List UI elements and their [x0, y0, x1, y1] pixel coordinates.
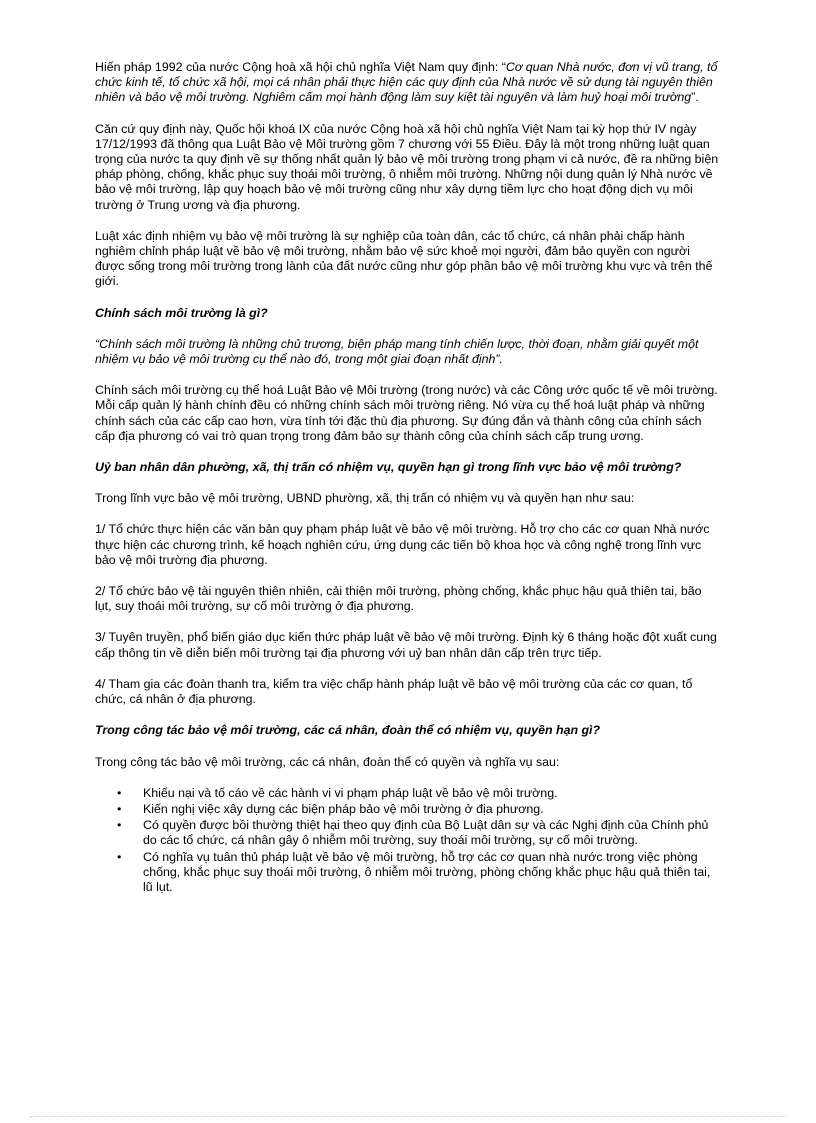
paragraph-duty-2: 2/ Tổ chức bảo vệ tài nguyên thiên nhiên, cải thiện môi trường, phòng chống, khắc phục hậu quả thiên tai, bão lụt, suy thoái môi trường, sự cố môi trường ở địa phương. [95, 584, 702, 614]
list-item: • Có quyền được bồi thường thiệt hại theo quy định của Bộ Luật dân sự và các Nghị định của Chính phủ do các tổ chức, cá nhân gây ô nhiễm môi trường, suy thoái môi trường, sự cố môi trường. [143, 818, 720, 848]
paragraph-duty-3: 3/ Tuyên truyền, phổ biến giáo dục kiến thức pháp luật về bảo vệ môi trường. Định kỳ 6 tháng hoặc đột xuất cung cấp thông tin về diễn biến môi trường tại địa phương với uỷ ban nhân dân cấp trên trực tiếp. [95, 630, 717, 660]
paragraph-law-adoption: Căn cứ quy định này, Quốc hội khoá IX của nước Cộng hoà xã hội chủ nghĩa Việt Nam tại kỳ họp thứ IV ngày 17/12/1993 đã thông qua Luật Bảo vệ Môi trường gồm 7 chương với 55 Điều. Đây là một trong những luật quan trọng của nước ta quy định về sự thống nhất quản lý bảo vệ môi trường trong phạm vi cả nước, đề ra những biện pháp phòng, chống, khắc phục suy thoái môi trường, ô nhiễm môi trường. Những nội dung quản lý Nhà nước về bảo vệ môi trường, lập quy hoạch bảo vệ môi trường cũng như xây dựng tiềm lực cho hoạt động dịch vụ môi trường ở Trung ương và địa phương. [95, 121, 719, 212]
paragraph-law-duties: Luật xác định nhiệm vụ bảo vệ môi trường là sự nghiệp của toàn dân, các tổ chức, cá nhân phải chấp hành nghiêm chỉnh pháp luật về bảo vệ môi trường, nhằm bảo vệ sức khoẻ mọi người, đảm bảo quyền con người được sống trong môi trường trong lành của đất nước cũng như góp phần bảo vệ môi trường khu vực và trên thế giới. [95, 228, 713, 289]
document-body [95, 60, 720, 896]
heading-committee: Uỷ ban nhân dân phường, xã, thị trấn có nhiệm vụ, quyền hạn gì trong lĩnh vực bảo vệ môi trường? [95, 460, 682, 475]
list-item: • Khiếu nại và tố cáo về các hành vi vi phạm pháp luật về bảo vệ môi trường. [143, 786, 720, 801]
paragraph-constitution: Hiến pháp 1992 của nước Cộng hoà xã hội chủ nghĩa Việt Nam quy định: “Cơ quan Nhà nước, đơn vị vũ trang, tổ chức kinh tế, tổ chức xã hội, mọi cá nhân phải thực hiện các quy định của Nhà nước về sử dụng tài nguyên thiên nhiên và bảo vệ môi trường. Nghiêm cấm mọi hành động làm suy kiệt tài nguyên và làm huỷ hoại môi trường”. [95, 60, 718, 105]
list-item: • Kiến nghị việc xây dựng các biện pháp bảo vệ môi trường ở địa phương. [143, 802, 720, 817]
page-bottom-divider [30, 1116, 786, 1117]
paragraph-policy-definition: “Chính sách môi trường là những chủ trương, biện pháp mang tính chiến lược, thời đoạn, nhằm giải quyết một nhiệm vụ bảo vệ môi trường cụ thể nào đó, trong một giai đoạn nhất định”. [95, 336, 699, 367]
heading-individuals: Trong công tác bảo vệ môi trường, các cá nhân, đoàn thể có nhiệm vụ, quyền hạn gì? [95, 723, 601, 738]
heading-policy: Chính sách môi trường là gì? [95, 305, 268, 320]
paragraph-duty-1: 1/ Tổ chức thực hiện các văn bản quy phạm pháp luật về bảo vệ môi trường. Hỗ trợ cho các cơ quan Nhà nước thực hiện các chương trình, kế hoạch nghiên cứu, ứng dụng các tiến bộ khoa học và công nghệ trong lĩnh vực bảo vệ môi trường địa phương. [95, 522, 710, 567]
paragraph-policy-detail: Chính sách môi trường cụ thể hoá Luật Bảo vệ Môi trường (trong nước) và các Công ước quốc tế về môi trường. Mỗi cấp quản lý hành chính đều có những chính sách môi trường riêng. Nó vừa cụ thể hoá luật pháp và những chính sách của các cấp cao hơn, vừa tính tới đặc thù địa phương. Sự đúng đắn và thành công của chính sách cấp địa phương có vai trò quan trọng trong đảm bảo sự thành công của chính sách cấp trung ương. [95, 383, 718, 443]
paragraph-individuals-intro: Trong công tác bảo vệ môi trường, các cá nhân, đoàn thể có quyền và nghĩa vụ sau: [95, 754, 560, 769]
list-item: • Có nghĩa vụ tuân thủ pháp luật về bảo vệ môi trường, hỗ trợ các cơ quan nhà nước trong việc phòng chống, khắc phục suy thoái môi trường, ô nhiễm môi trường, phòng chống khắc phục hậu quả thiên tai, lũ lụt. [143, 850, 720, 896]
rights-list [95, 786, 720, 895]
constitution-quote: Cơ quan Nhà nước, đơn vị vũ trang, tổ chức kinh tế, tổ chức xã hội, mọi cá nhân phải thực hiện các quy định của Nhà nước về sử dụng tài nguyên thiên nhiên và bảo vệ môi trường. Nghiêm cấm mọi hành động làm suy kiệt tài nguyên và làm huỷ hoại môi trường [95, 60, 718, 105]
paragraph-duty-4: 4/ Tham gia các đoàn thanh tra, kiểm tra việc chấp hành pháp luật về bảo vệ môi trường của các cơ quan, tổ chức, cá nhân ở địa phương. [95, 676, 693, 707]
paragraph-committee-intro: Trong lĩnh vực bảo vệ môi trường, UBND phường, xã, thị trấn có nhiệm vụ và quyền hạn như sau: [95, 491, 635, 506]
